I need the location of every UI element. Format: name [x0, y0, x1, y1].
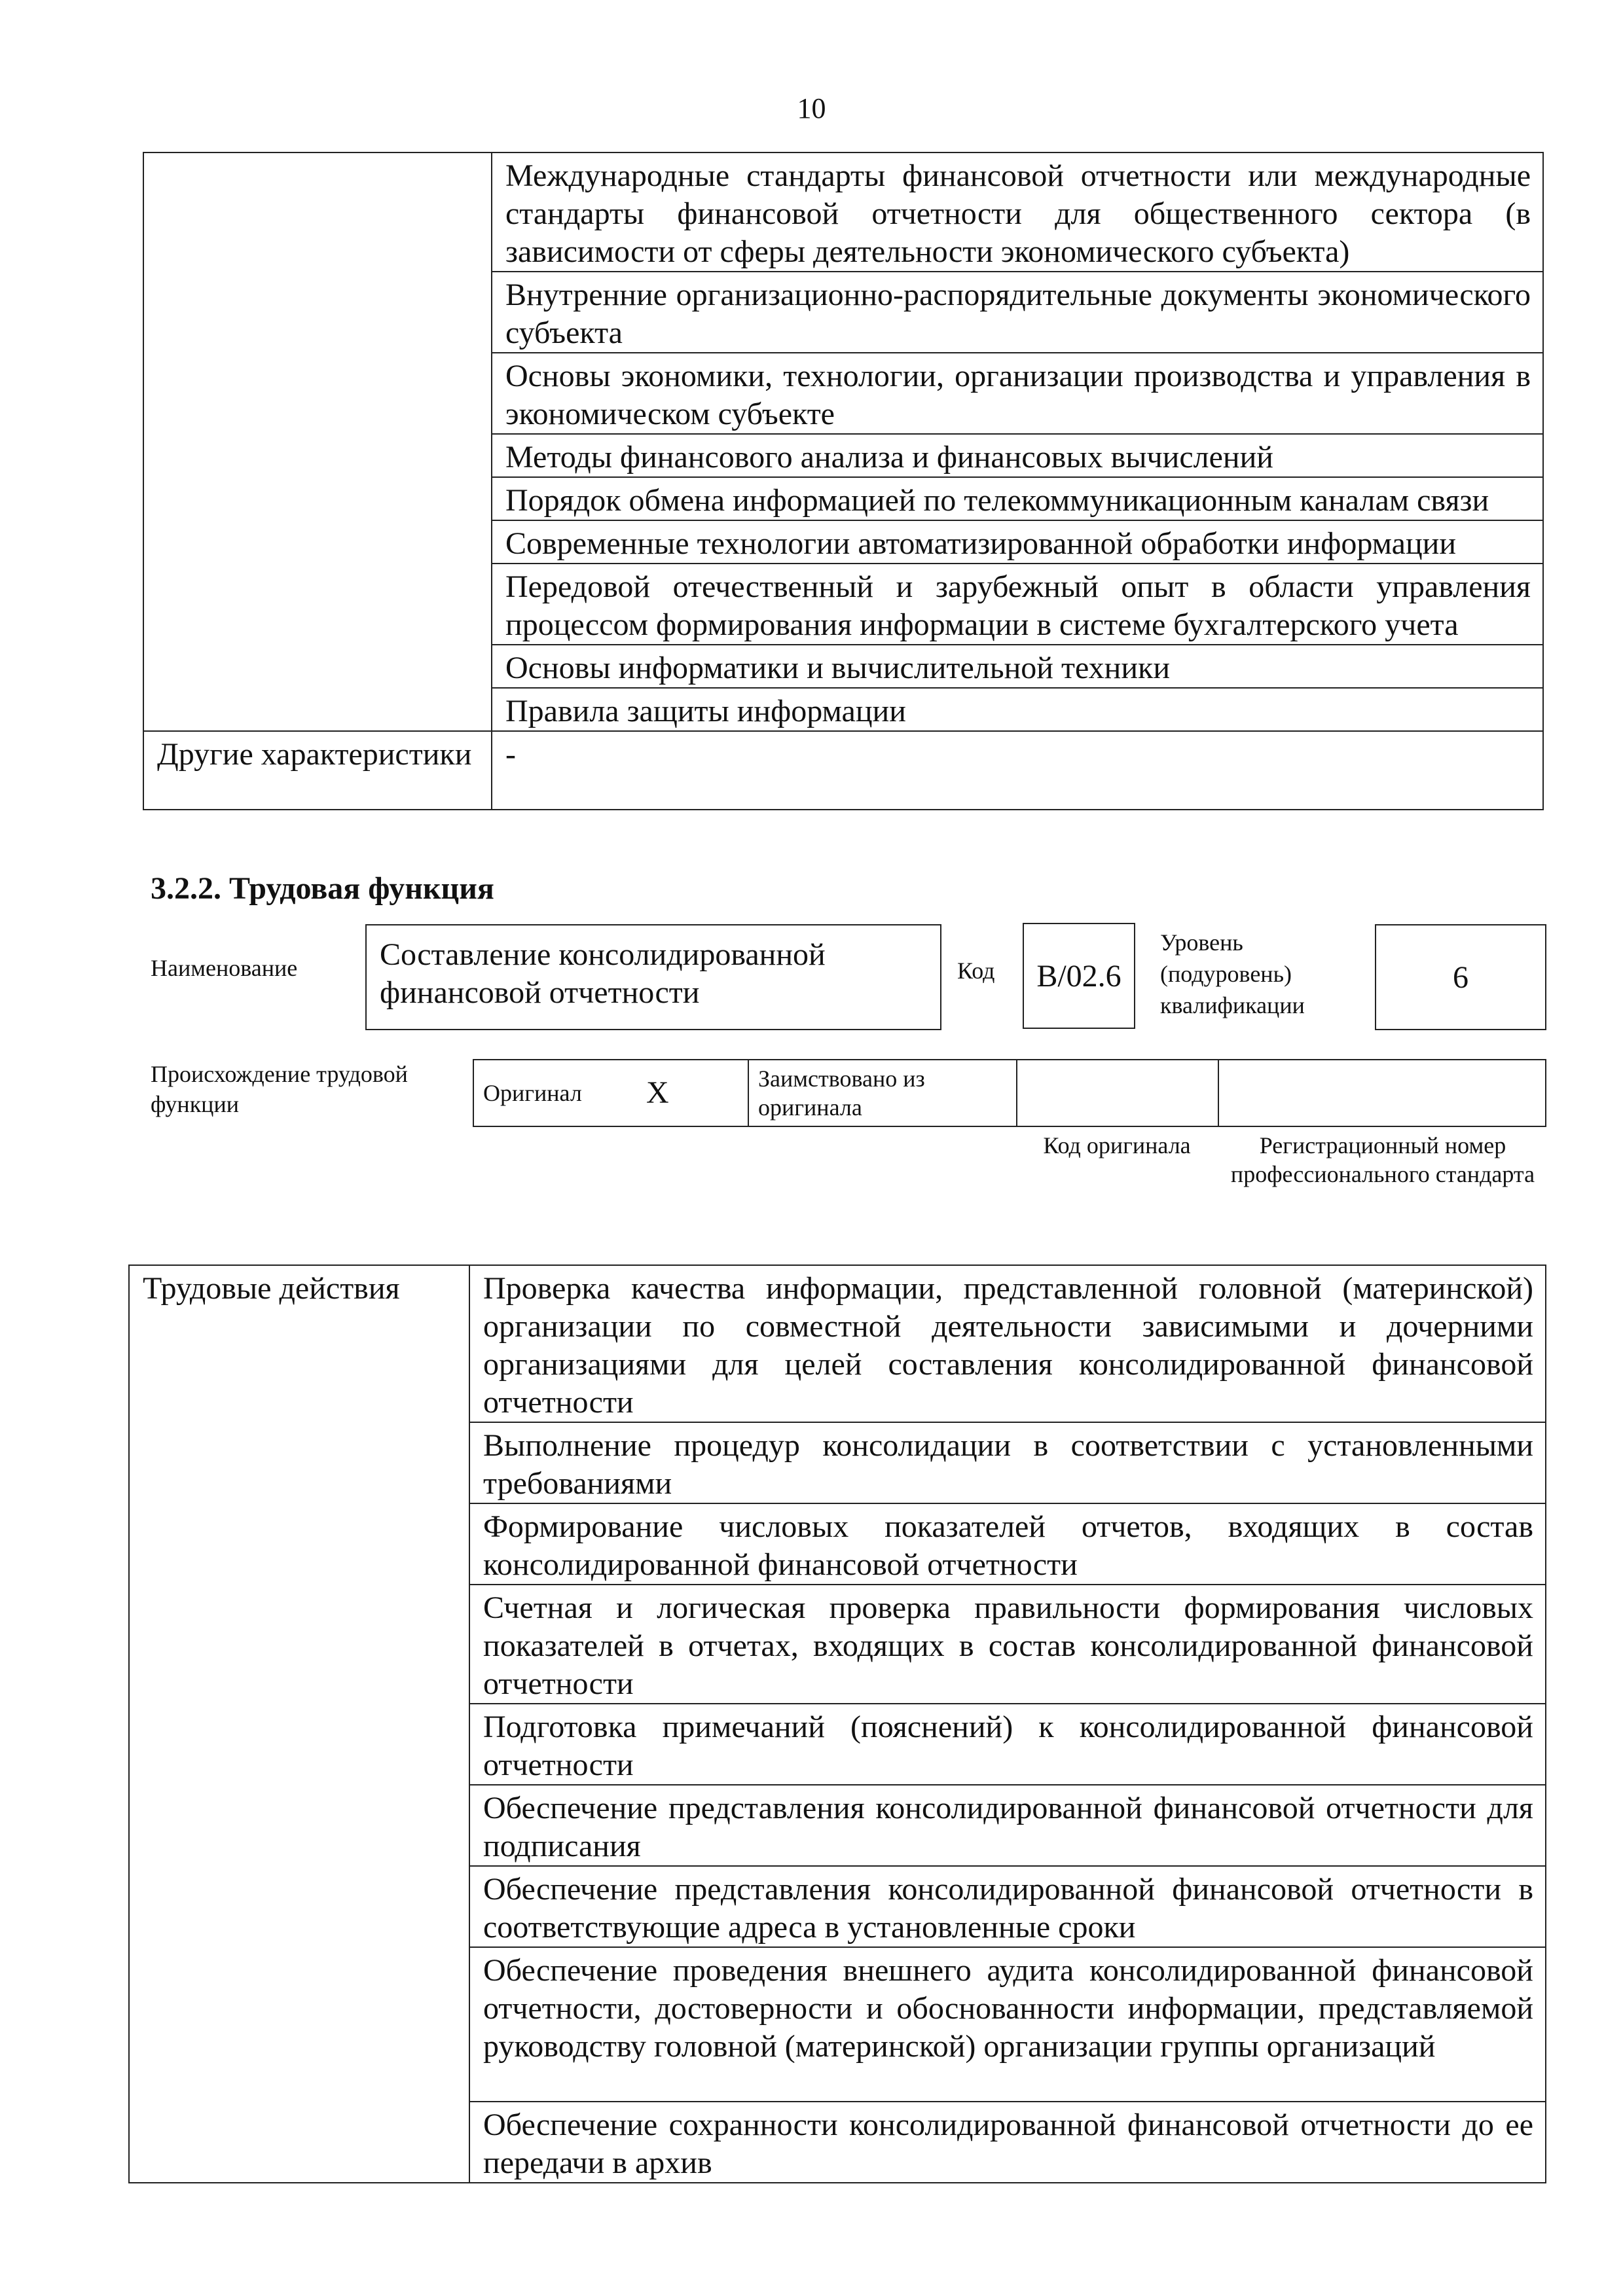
- section-title: 3.2.2. Трудовая функция: [151, 871, 494, 906]
- registration-number-caption: Регистрационный номер профессионального стандарта: [1230, 1132, 1535, 1187]
- original-code-cell: [1017, 1060, 1218, 1126]
- labor-action-item: Обеспечение представления консолидированной финансовой отчетности в соответствующие адреса в установленные сроки: [469, 1866, 1546, 1947]
- function-name-box: Составление консолидированной финансовой отчетности: [365, 924, 941, 1030]
- labor-action-item: Обеспечение представления консолидированной финансовой отчетности для подписания: [469, 1785, 1546, 1866]
- knowledge-item: Современные технологии автоматизированной обработки информации: [492, 520, 1543, 564]
- knowledge-item: Правила защиты информации: [492, 688, 1543, 731]
- labor-actions-table: [128, 1265, 1546, 2183]
- origin-table: [473, 1059, 1546, 1127]
- knowledge-label-cell: [143, 152, 492, 731]
- borrowed-label: Заимствовано из оригинала: [748, 1060, 1017, 1126]
- knowledge-item: Методы финансового анализа и финансовых вычислений: [492, 434, 1543, 477]
- original-mark: X: [637, 1060, 748, 1126]
- knowledge-item: Международные стандарты финансовой отчетности или международные стандарты финансовой отчетности для общественного сектора (в зависимости от сферы деятельности экономического субъекта): [492, 152, 1543, 272]
- other-characteristics-label: Другие характеристики: [143, 731, 492, 810]
- page-number: 10: [797, 92, 826, 124]
- labor-action-item: Счетная и логическая проверка правильности формирования числовых показателей в отчетах, входящих в состав консолидированной финансовой отчетности: [469, 1585, 1546, 1704]
- qualification-level-label: Уровень (подуровень) квалификации: [1160, 929, 1305, 1018]
- original-label: Оригинал: [473, 1060, 637, 1126]
- labor-action-item: Обеспечение сохранности консолидированной финансовой отчетности до ее передачи в архив: [469, 2102, 1546, 2183]
- original-code-caption: Код оригинала: [1043, 1132, 1191, 1158]
- other-characteristics-value: -: [492, 731, 1543, 810]
- labor-action-item: Формирование числовых показателей отчетов, входящих в состав консолидированной финансовой отчетности: [469, 1503, 1546, 1585]
- origin-label: Происхождение трудовой функции: [151, 1061, 408, 1117]
- knowledge-item: Основы информатики и вычислительной техники: [492, 645, 1543, 688]
- labor-actions-label: Трудовые действия: [129, 1265, 469, 2183]
- function-code-box: B/02.6: [1023, 923, 1135, 1029]
- labor-action-item: Подготовка примечаний (пояснений) к консолидированной финансовой отчетности: [469, 1704, 1546, 1785]
- knowledge-item: Основы экономики, технологии, организации производства и управления в экономическом субъекте: [492, 353, 1543, 434]
- qualification-level-box: 6: [1375, 924, 1546, 1030]
- knowledge-item: Порядок обмена информацией по телекоммуникационным каналам связи: [492, 477, 1543, 520]
- labor-action-item: Проверка качества информации, представленной головной (материнской) организации по совместной деятельности зависимыми и дочерними организациями для целей составления консолидированной финансовой отчетности: [469, 1265, 1546, 1422]
- function-code-label: Код: [957, 958, 995, 984]
- knowledge-item: Внутренние организационно-распорядительные документы экономического субъекта: [492, 272, 1543, 353]
- knowledge-item: Передовой отечественный и зарубежный опыт в области управления процессом формирования информации в системе бухгалтерского учета: [492, 564, 1543, 645]
- labor-action-item: Выполнение процедур консолидации в соответствии с установленными требованиями: [469, 1422, 1546, 1503]
- function-name-label: Наименование: [151, 955, 298, 981]
- knowledge-table: [143, 152, 1544, 810]
- labor-action-item: Обеспечение проведения внешнего аудита консолидированной финансовой отчетности, достоверности и обоснованности информации, представляемой руководству головной (материнской) организации группы организаций: [469, 1947, 1546, 2102]
- registration-number-cell: [1218, 1060, 1546, 1126]
